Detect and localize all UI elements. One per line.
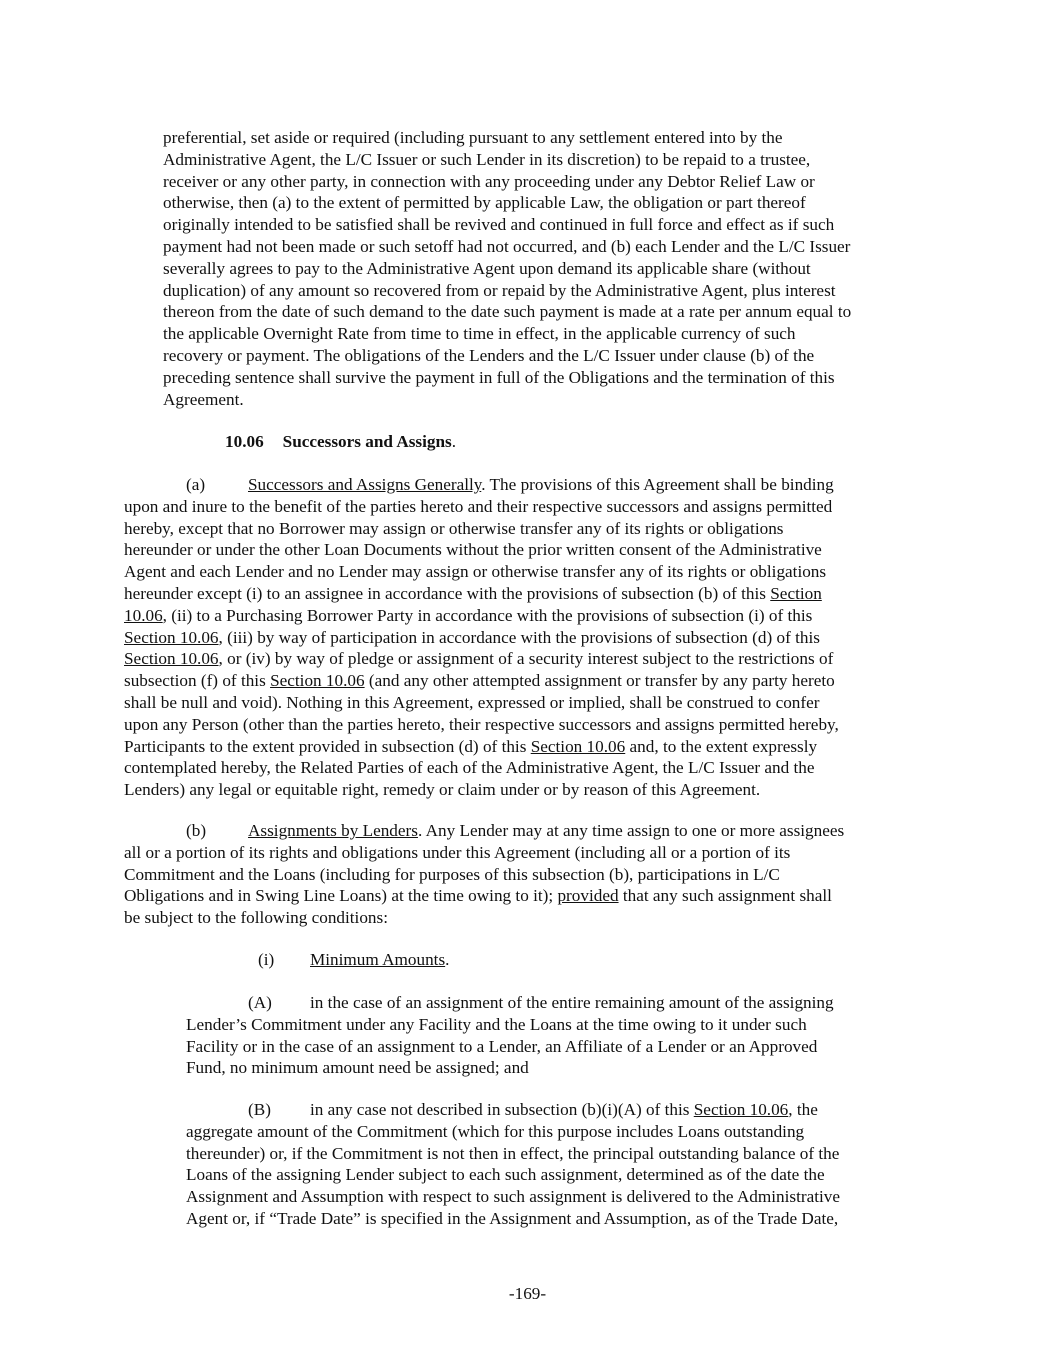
text-run: Participants to the extent provided in subsection (d) of this: [124, 736, 531, 756]
text-line: upon any Person (other than the parties hereto, their respective successors and assigns permitted hereby,: [124, 714, 839, 734]
section-heading: [225, 431, 456, 453]
paragraph-label: (a): [186, 475, 206, 494]
page-number: -169-: [508, 1284, 547, 1303]
text-run: (and any other attempted assignment or transfer by any party hereto: [364, 671, 835, 691]
text-run: subsection (f) of this: [124, 671, 271, 691]
text-run: , the: [788, 1100, 818, 1119]
text-line: shall be null and void). Nothing in this Agreement, expressed or implied, shall be construed to confer: [124, 692, 820, 712]
text-line: preceding sentence shall survive the payment in full of the Obligations and the termination of this: [163, 367, 835, 387]
text-line: Administrative Agent, the L/C Issuer or such Lender in its discretion) to be repaid to a trustee,: [163, 149, 811, 169]
text-line: originally intended to be satisfied shall be revived and continued in full force and effect as if such: [163, 215, 835, 235]
text-line: Lenders) any legal or equitable right, remedy or claim under or by reason of this Agreement.: [124, 780, 761, 800]
section-reference: Section 10.06: [693, 1100, 789, 1119]
text-line: hereby, except that no Borrower may assign or otherwise transfer any of its rights or obligations: [124, 518, 784, 538]
text-line: aggregate amount of the Commitment (which for this purpose includes Loans outstanding: [186, 1121, 805, 1141]
section-title: Successors and Assigns: [282, 432, 452, 451]
section-number: 10.06: [225, 432, 264, 451]
text-run: .: [445, 950, 450, 969]
text-run: in any case not described in subsection (b)(i)(A) of this: [310, 1100, 694, 1119]
text-line: all or a portion of its rights and obligations under this Agreement (including all or a portion of its: [124, 842, 791, 862]
text-run: , (ii) to a Purchasing Borrower Party in accordance with the provisions of subsection (i) of this: [162, 605, 813, 625]
proviso-term: provided: [557, 886, 619, 906]
paragraph-label: (b): [186, 821, 207, 840]
text-run: , (iii) by way of participation in accordance with the provisions of subsection (d) of this: [218, 627, 820, 647]
text-line: payment had not been made or such setoff had not occurred, and (b) each Lender and the L/C Issuer: [163, 236, 851, 256]
text-run: Obligations and in Swing Line Loans) at the time owing to it);: [124, 886, 558, 906]
text-run: , or (iv) by way of pledge or assignment of a security interest subject to the restrictions of: [218, 649, 834, 669]
paragraph-caption: Successors and Assigns Generally: [248, 475, 482, 494]
paragraph-caption: Minimum Amounts: [310, 950, 446, 969]
text-line: contemplated hereby, the Related Parties of each of the Administrative Agent, the L/C Issuer and the: [124, 758, 815, 778]
text-line: Assignment and Assumption with respect to such assignment is delivered to the Administrative: [186, 1187, 840, 1207]
paragraph-b: [124, 820, 844, 929]
text-line: Facility or in the case of an assignment to a Lender, an Affiliate of a Lender or an Approved: [186, 1036, 818, 1056]
page-footer: [0, 1283, 1055, 1305]
clause-A: [186, 992, 834, 1079]
text-line: Agreement.: [163, 389, 244, 409]
section-reference: Section: [770, 583, 822, 603]
text-line: Fund, no minimum amount need be assigned; and: [186, 1058, 529, 1078]
paragraph-label: (B): [248, 1100, 271, 1119]
text-line: Loans of the assigning Lender subject to each such assignment, determined as of the date the: [186, 1165, 825, 1185]
section-reference: Section 10.06: [124, 649, 219, 669]
section-period: .: [451, 432, 457, 451]
text-run: hereunder except (i) to an assignee in accordance with the provisions of subsection (b) of this: [124, 583, 771, 603]
paragraph-a: [124, 474, 839, 801]
clause-B: [186, 1099, 840, 1230]
text-line: severally agrees to pay to the Administrative Agent upon demand its applicable share (without: [163, 258, 811, 278]
text-line: Commitment and the Loans (including for purposes of this subsection (b), participations in L/C: [124, 864, 780, 884]
text-line: be subject to the following conditions:: [124, 908, 388, 928]
section-reference: 10.06: [124, 605, 163, 625]
text-run: and, to the extent expressly: [625, 736, 818, 756]
text-line: the applicable Overnight Rate from time to time in effect, in the applicable currency of such: [163, 324, 796, 344]
text-line: recovery or payment. The obligations of the Lenders and the L/C Issuer under clause (b) of the: [163, 345, 815, 365]
section-reference: Section 10.06: [270, 671, 365, 691]
text-run: . The provisions of this Agreement shall be binding: [481, 475, 834, 494]
text-line: Lender’s Commitment under any Facility and the Loans at the time owing to it under such: [186, 1014, 807, 1034]
section-reference: Section 10.06: [124, 627, 219, 647]
text-line: Agent and each Lender and no Lender may assign or otherwise transfer any of its rights or obligations: [124, 562, 827, 582]
subparagraph-i: [258, 949, 449, 971]
text-line: hereunder or under the other Loan Documents without the prior written consent of the Administrative: [124, 540, 822, 560]
text-line: duplication) of any amount so recovered from or repaid by the Administrative Agent, plus interest: [163, 280, 836, 300]
text-line: receiver or any other party, in connection with any proceeding under any Debtor Relief Law or: [163, 171, 815, 191]
text-line: thereunder) or, if the Commitment is not then in effect, the principal outstanding balance of the: [186, 1143, 840, 1163]
paragraph-label: (i): [258, 950, 275, 969]
text-line: preferential, set aside or required (including pursuant to any settlement entered into by the: [163, 128, 783, 147]
text-run: . Any Lender may at any time assign to one or more assignees: [417, 821, 845, 840]
text-line: Agent or, if “Trade Date” is specified in the Assignment and Assumption, as of the Trade Date,: [186, 1208, 839, 1228]
text-run: in the case of an assignment of the entire remaining amount of the assigning: [310, 993, 834, 1012]
text-line: thereon from the date of such demand to the date such payment is made at a rate per annum equal to: [163, 302, 852, 322]
text-line: otherwise, then (a) to the extent of permitted by applicable Law, the obligation or part thereof: [163, 193, 806, 213]
text-run: that any such assignment shall: [618, 886, 832, 906]
text-line: upon and inure to the benefit of the parties hereto and their respective successors and assigns permitted: [124, 496, 833, 516]
section-reference: Section 10.06: [530, 736, 626, 756]
paragraph-label: (A): [248, 993, 272, 1012]
paragraph-caption: Assignments by Lenders: [248, 821, 418, 840]
continued-paragraph: [163, 127, 851, 410]
